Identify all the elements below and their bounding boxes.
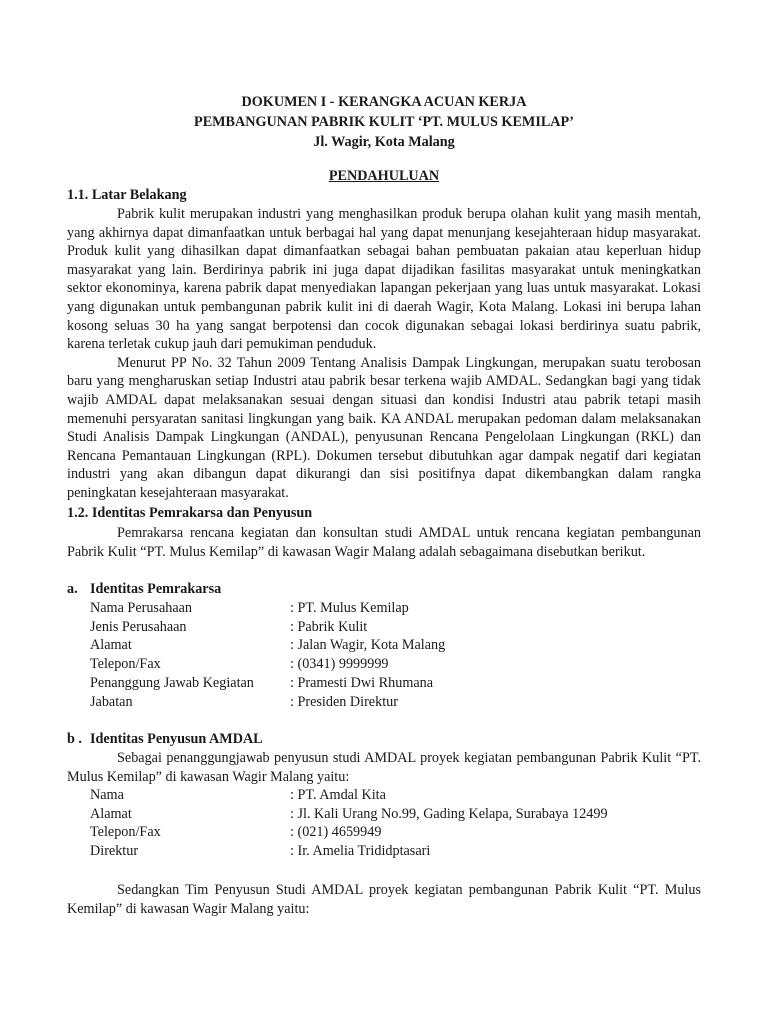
paragraph: Pabrik kulit merupakan industri yang menghasilkan produk berupa olahan kulit yang masih mentah, yang akhirnya dapat dimanfaatkan untuk berbagai hal yang dapat menunjang kesejahteraan hidup masyarakat. Produk kulit yang dihasilkan dapat dimanfaatkan sebagai bahan pembuatan pakaian atau keperluan hidup masyarakat yang lain. Berdirinya pabrik ini juga dapat dijadikan fasilitas masyarakat untuk meningkatkan sektor ekonominya, karena pabrik dapat menyediakan lapangan pekerjaan yang luas untuk masyarakat. Lokasi yang digunakan untuk pembangunan pabrik kulit ini di daerah Wagir, Kota Malang. Lokasi ini berupa lahan kosong seluas 30 ha yang sangat berpotensi dan cocok digunakan sebagai lokasi berdirinya suatu pabrik, karena terletak cukup jauh dari pemukiman penduduk.	[67, 206, 701, 353]
table-row: Telepon/Fax : (021) 4659949	[90, 824, 382, 841]
table-row: Telepon/Fax : (0341) 9999999	[90, 656, 389, 673]
paragraph: Sebagai penanggungjawab penyusun studi AMDAL proyek kegiatan pembangunan Pabrik Kulit “PT. Mulus Kemilap” di kawasan Wagir Malang yaitu:	[67, 750, 701, 785]
table-row: Jabatan : Presiden Direktur	[90, 693, 398, 710]
paragraph: Sedangkan Tim Penyusun Studi AMDAL proyek kegiatan pembangunan Pabrik Kulit “PT. Mulus Kemilap” di kawasan Wagir Malang yaitu:	[67, 882, 701, 917]
header-address: Jl. Wagir, Kota Malang	[313, 134, 455, 150]
table-row: Direktur : Ir. Amelia Trididptasari	[90, 843, 431, 860]
section-heading-pendahuluan: PENDAHULUAN	[328, 168, 440, 184]
identitas-body	[67, 524, 701, 561]
table-row: Alamat : Jl. Kali Urang No.99, Gading Kelapa, Surabaya 12499	[90, 805, 608, 822]
section-title-latar-belakang: 1.1. Latar Belakang	[67, 187, 187, 203]
subsection-label-b: b .	[67, 731, 82, 747]
table-row: Nama Perusahaan : PT. Mulus Kemilap	[90, 600, 409, 616]
document-header	[0, 92, 768, 152]
table-row: Penanggung Jawab Kegiatan : Pramesti Dwi Rhumana	[90, 674, 434, 691]
section-title-identitas: 1.2. Identitas Pemrakarsa dan Penyusun	[67, 505, 313, 521]
header-title: DOKUMEN I - KERANGKA ACUAN KERJA	[241, 94, 527, 110]
latar-belakang-body	[67, 205, 701, 503]
table-row: Alamat : Jalan Wagir, Kota Malang	[90, 637, 446, 654]
paragraph: Pemrakarsa rencana kegiatan dan konsultan studi AMDAL untuk rencana kegiatan pembangunan Pabrik Kulit “PT. Mulus Kemilap” di kawasan Wagir Malang adalah sebagaimana disebutkan berikut.	[67, 525, 701, 560]
subsection-title-penyusun: Identitas Penyusun AMDAL	[90, 731, 263, 747]
pemrakarsa-table	[90, 599, 445, 711]
header-subtitle: PEMBANGUNAN PABRIK KULIT ‘PT. MULUS KEMILAP’	[194, 114, 574, 130]
paragraph: Menurut PP No. 32 Tahun 2009 Tentang Analisis Dampak Lingkungan, merupakan suatu terobosan baru yang mengharuskan setiap Industri atau pabrik besar terkena wajib AMDAL. Sedangkan bagi yang tidak wajib AMDAL dapat melaksanakan sesuai dengan situasi dan kondisi Industri atau pabrik tetapi masih memenuhi persyaratan sanitasi lingkungan yang baik. KA ANDAL merupakan pedoman dalam melaksanakan Studi Analisis Dampak Lingkungan (ANDAL), penyusunan Rencana Pengelolaan Lingkungan (RKL) dan Rencana Pemantauan Lingkungan (RPL). Dokumen tersebut dibutuhkan agar dampak negatif dari kegiatan industri yang akan dibangun dapat dikurangi dan sisi positifnya dapat dikembangkan dalam rangka peningkatan kesejahteraan masyarakat.	[67, 354, 701, 501]
table-row: Jenis Perusahaan : Pabrik Kulit	[90, 618, 368, 635]
subsection-title-pemrakarsa: Identitas Pemrakarsa	[90, 581, 222, 597]
tim-penyusun-intro	[67, 881, 701, 918]
penyusun-intro	[67, 749, 701, 786]
penyusun-table	[90, 786, 608, 861]
subsection-label-a: a.	[67, 581, 78, 597]
table-row: Nama : PT. Amdal Kita	[90, 787, 386, 803]
